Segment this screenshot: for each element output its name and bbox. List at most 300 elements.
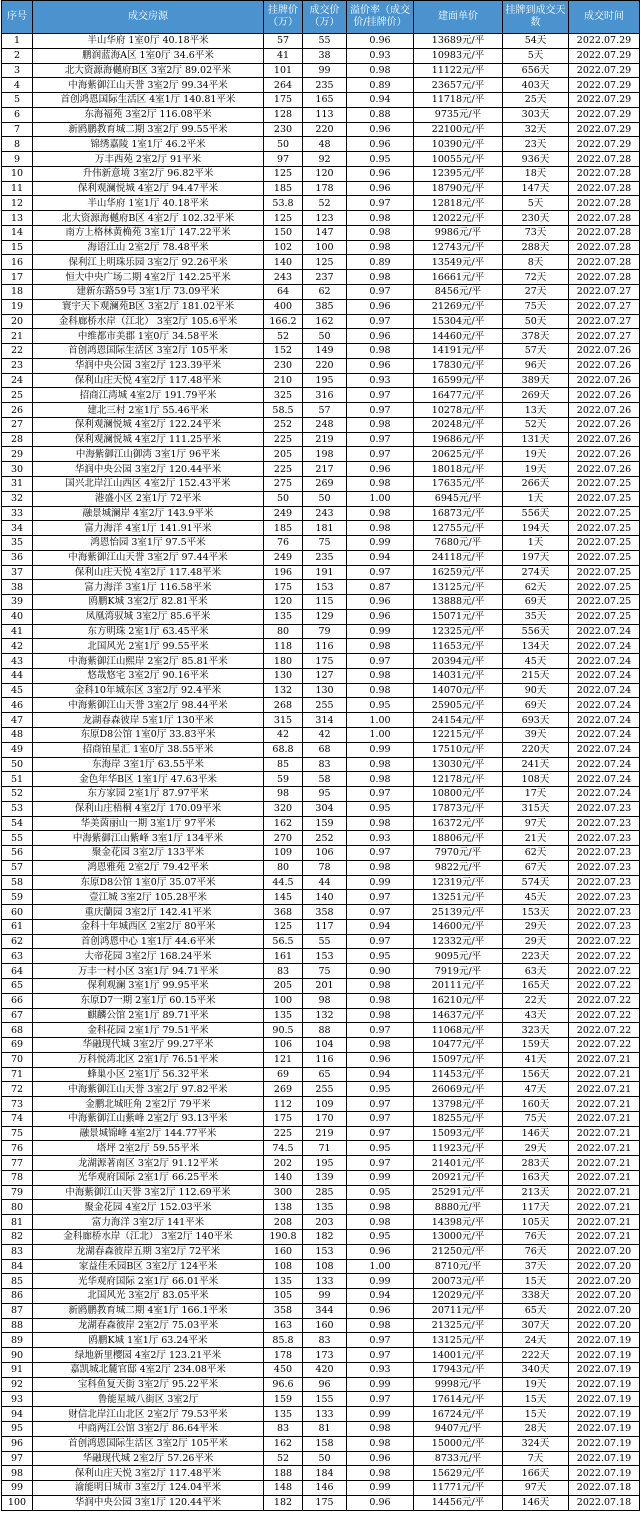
- cell-deal-price: 133: [303, 1274, 347, 1289]
- cell-days: 39天: [503, 727, 569, 742]
- cell-deal-price: 201: [303, 979, 347, 994]
- cell-unit-price: 17510元/平: [414, 742, 503, 757]
- table-row: [2, 654, 640, 669]
- cell-deal-date: 2022.07.24: [569, 683, 640, 698]
- cell-list-price: 182: [264, 1495, 303, 1510]
- table-row: [2, 1023, 640, 1038]
- table-row: [2, 934, 640, 949]
- cell-deal-price: 68: [303, 742, 347, 757]
- cell-deal-price: 116: [303, 639, 347, 654]
- cell-list-price: 125: [264, 211, 303, 226]
- cell-unit-price: 13125元/平: [414, 580, 503, 595]
- cell-deal-date: 2022.07.22: [569, 1023, 640, 1038]
- table-row: [2, 993, 640, 1008]
- cell-deal-date: 2022.07.20: [569, 1274, 640, 1289]
- cell-list-price: 160: [264, 1244, 303, 1259]
- cell-unit-price: 16661元/平: [414, 270, 503, 285]
- cell-list-price: 368: [264, 905, 303, 920]
- cell-deal-price: 159: [303, 816, 347, 831]
- cell-unit-price: 21325元/平: [414, 1318, 503, 1333]
- cell-listing: 塔坪 2室2厅 59.55平米: [33, 1141, 264, 1156]
- cell-deal-date: 2022.07.27: [569, 299, 640, 314]
- cell-days: 389天: [503, 373, 569, 388]
- cell-listing: 聚金花园 4室2厅 152.03平米: [33, 1200, 264, 1215]
- table-row: [2, 432, 640, 447]
- cell-deal-price: 104: [303, 1038, 347, 1053]
- table-row: [2, 373, 640, 388]
- cell-listing: 嘉凯城北麓官邸 4室2厅 234.08平米: [33, 1362, 264, 1377]
- cell-premium-rate: 0.98: [347, 270, 414, 285]
- cell-deal-price: 92: [303, 152, 347, 167]
- cell-unit-price: 13689元/平: [414, 34, 503, 49]
- cell-unit-price: 17614元/平: [414, 1392, 503, 1407]
- cell-listing: 保利江上明珠乐园 3室2厅 92.26平米: [33, 255, 264, 270]
- cell-premium-rate: 0.96: [347, 1244, 414, 1259]
- cell-list-price: 315: [264, 713, 303, 728]
- cell-unit-price: 11653元/平: [414, 639, 503, 654]
- cell-index: 14: [2, 225, 33, 240]
- cell-premium-rate: 0.96: [347, 595, 414, 610]
- table-row: [2, 107, 640, 122]
- cell-deal-price: 71: [303, 1141, 347, 1156]
- cell-days: 19天: [503, 447, 569, 462]
- cell-list-price: 96.6: [264, 1377, 303, 1392]
- table-row: [2, 536, 640, 551]
- cell-listing: 北大资源海樾府B区 4室2厅 102.32平米: [33, 211, 264, 226]
- cell-listing: 寰宇天下观澜苑B区 3室2厅 181.02平米: [33, 299, 264, 314]
- cell-deal-date: 2022.07.21: [569, 1215, 640, 1230]
- cell-premium-rate: 0.98: [347, 417, 414, 432]
- table-row: [2, 285, 640, 300]
- cell-days: 75天: [503, 299, 569, 314]
- cell-unit-price: 16873元/平: [414, 506, 503, 521]
- cell-index: 85: [2, 1274, 33, 1289]
- cell-premium-rate: 0.95: [347, 152, 414, 167]
- cell-deal-date: 2022.07.21: [569, 1082, 640, 1097]
- cell-deal-price: 79: [303, 624, 347, 639]
- cell-index: 6: [2, 107, 33, 122]
- cell-index: 3: [2, 63, 33, 78]
- table-row: [2, 388, 640, 403]
- cell-days: 160天: [503, 1097, 569, 1112]
- cell-deal-price: 55: [303, 934, 347, 949]
- cell-unit-price: 10983元/平: [414, 48, 503, 63]
- cell-index: 89: [2, 1333, 33, 1348]
- cell-list-price: 249: [264, 506, 303, 521]
- cell-days: 67天: [503, 860, 569, 875]
- cell-deal-date: 2022.07.23: [569, 905, 640, 920]
- cell-listing: 金科花园 2室1厅 79.51平米: [33, 1023, 264, 1038]
- cell-index: 65: [2, 979, 33, 994]
- cell-listing: 中海紫御江山天誉 3室2厅 112.69平米: [33, 1185, 264, 1200]
- cell-premium-rate: 0.95: [347, 1230, 414, 1245]
- cell-listing: 龙湖春森彼岸 5室1厅 130平米: [33, 713, 264, 728]
- cell-premium-rate: 0.98: [347, 639, 414, 654]
- cell-deal-date: 2022.07.29: [569, 122, 640, 137]
- cell-days: 19天: [503, 462, 569, 477]
- cell-premium-rate: 0.98: [347, 1200, 414, 1215]
- cell-list-price: 159: [264, 1392, 303, 1407]
- cell-unit-price: 9407元/平: [414, 1421, 503, 1436]
- cell-list-price: 163: [264, 1318, 303, 1333]
- cell-listing: 新鸥鹏教育城二期 3室2厅 99.55平米: [33, 122, 264, 137]
- cell-list-price: 188: [264, 1466, 303, 1481]
- cell-deal-date: 2022.07.23: [569, 919, 640, 934]
- cell-unit-price: 25139元/平: [414, 905, 503, 920]
- cell-premium-rate: 0.96: [347, 181, 414, 196]
- cell-listing: 渝能明日城市 3室2厅 124.04平米: [33, 1481, 264, 1496]
- cell-unit-price: 9735元/平: [414, 107, 503, 122]
- cell-listing: 万丰西苑 2室2厅 91平米: [33, 152, 264, 167]
- cell-index: 32: [2, 491, 33, 506]
- cell-deal-price: 44: [303, 875, 347, 890]
- cell-days: 159天: [503, 1038, 569, 1053]
- cell-unit-price: 12325元/平: [414, 624, 503, 639]
- cell-index: 25: [2, 388, 33, 403]
- cell-unit-price: 21269元/平: [414, 299, 503, 314]
- cell-premium-rate: 0.97: [347, 654, 414, 669]
- cell-list-price: 320: [264, 801, 303, 816]
- cell-deal-date: 2022.07.22: [569, 1038, 640, 1053]
- cell-listing: 龙湖春森彼岸 2室2厅 75.03平米: [33, 1318, 264, 1333]
- cell-premium-rate: 0.96: [347, 166, 414, 181]
- cell-unit-price: 8456元/平: [414, 285, 503, 300]
- cell-index: 13: [2, 211, 33, 226]
- cell-premium-rate: 0.96: [347, 299, 414, 314]
- cell-unit-price: 8880元/平: [414, 1200, 503, 1215]
- cell-list-price: 300: [264, 1185, 303, 1200]
- cell-listing: 壹江城 3室2厅 105.28平米: [33, 890, 264, 905]
- cell-index: 24: [2, 373, 33, 388]
- table-row: [2, 1215, 640, 1230]
- header-listing: 成交房源: [33, 1, 264, 34]
- table-row: [2, 713, 640, 728]
- cell-premium-rate: 0.97: [347, 447, 414, 462]
- cell-unit-price: 26069元/平: [414, 1082, 503, 1097]
- cell-deal-price: 219: [303, 1126, 347, 1141]
- cell-index: 69: [2, 1038, 33, 1053]
- cell-index: 20: [2, 314, 33, 329]
- cell-deal-date: 2022.07.28: [569, 270, 640, 285]
- cell-premium-rate: 0.96: [347, 609, 414, 624]
- cell-list-price: 225: [264, 1126, 303, 1141]
- cell-deal-price: 269: [303, 476, 347, 491]
- cell-deal-date: 2022.07.27: [569, 285, 640, 300]
- cell-index: 38: [2, 580, 33, 595]
- cell-list-price: 52: [264, 329, 303, 344]
- cell-premium-rate: 0.97: [347, 1126, 414, 1141]
- cell-deal-price: 81: [303, 1421, 347, 1436]
- table-row: [2, 787, 640, 802]
- cell-days: 69天: [503, 698, 569, 713]
- cell-listing: 华润中央公园 3室2厅 120.44平米: [33, 462, 264, 477]
- cell-premium-rate: 0.97: [347, 388, 414, 403]
- cell-list-price: 249: [264, 550, 303, 565]
- table-row: [2, 1318, 640, 1333]
- cell-list-price: 325: [264, 388, 303, 403]
- cell-deal-date: 2022.07.24: [569, 787, 640, 802]
- cell-deal-price: 173: [303, 1348, 347, 1363]
- cell-listing: 建北三村 2室1厅 55.46平米: [33, 403, 264, 418]
- cell-days: 15天: [503, 1407, 569, 1422]
- cell-index: 75: [2, 1126, 33, 1141]
- cell-deal-price: 55: [303, 34, 347, 49]
- cell-days: 266天: [503, 476, 569, 491]
- cell-deal-price: 95: [303, 787, 347, 802]
- cell-premium-rate: 0.93: [347, 48, 414, 63]
- cell-index: 31: [2, 476, 33, 491]
- cell-listing: 锦绣嘉陵 1室1厅 46.2平米: [33, 137, 264, 152]
- cell-index: 35: [2, 536, 33, 551]
- cell-deal-price: 132: [303, 1008, 347, 1023]
- table-row: [2, 1067, 640, 1082]
- cell-deal-date: 2022.07.29: [569, 107, 640, 122]
- table-row: [2, 1230, 640, 1245]
- cell-unit-price: 12319元/平: [414, 875, 503, 890]
- cell-deal-price: 140: [303, 890, 347, 905]
- cell-deal-price: 65: [303, 1067, 347, 1082]
- cell-listing: 北国风光 2室1厅 99.55平米: [33, 639, 264, 654]
- cell-listing: 首创鸿恩国际生活区 3室2厅 105平米: [33, 344, 264, 359]
- cell-unit-price: 16724元/平: [414, 1407, 503, 1422]
- cell-listing: 悠哉悠宅 3室2厅 90.16平米: [33, 668, 264, 683]
- cell-deal-date: 2022.07.25: [569, 536, 640, 551]
- cell-unit-price: 14191元/平: [414, 344, 503, 359]
- cell-deal-price: 106: [303, 846, 347, 861]
- cell-deal-date: 2022.07.24: [569, 757, 640, 772]
- cell-deal-price: 195: [303, 1156, 347, 1171]
- table-row: [2, 314, 640, 329]
- table-row: [2, 403, 640, 418]
- cell-deal-date: 2022.07.21: [569, 1230, 640, 1245]
- cell-days: 32天: [503, 122, 569, 137]
- cell-list-price: 83: [264, 964, 303, 979]
- table-row: [2, 860, 640, 875]
- cell-deal-price: 147: [303, 225, 347, 240]
- cell-unit-price: 17873元/平: [414, 801, 503, 816]
- cell-premium-rate: 0.97: [347, 285, 414, 300]
- cell-deal-date: 2022.07.19: [569, 1333, 640, 1348]
- cell-deal-date: 2022.07.29: [569, 63, 640, 78]
- cell-deal-price: 83: [303, 1333, 347, 1348]
- table-row: [2, 255, 640, 270]
- cell-listing: 富力海洋 4室1厅 141.91平米: [33, 521, 264, 536]
- cell-index: 28: [2, 432, 33, 447]
- cell-deal-date: 2022.07.22: [569, 993, 640, 1008]
- cell-premium-rate: 0.98: [347, 521, 414, 536]
- cell-days: 25天: [503, 93, 569, 108]
- cell-deal-date: 2022.07.21: [569, 1200, 640, 1215]
- table-row: [2, 122, 640, 137]
- cell-deal-date: 2022.07.26: [569, 388, 640, 403]
- cell-list-price: 44.5: [264, 875, 303, 890]
- cell-deal-date: 2022.07.19: [569, 1436, 640, 1451]
- cell-premium-rate: 0.97: [347, 565, 414, 580]
- cell-days: 41天: [503, 1052, 569, 1067]
- cell-listing: 金色年华B区 1室1厅 47.63平米: [33, 772, 264, 787]
- cell-unit-price: 12022元/平: [414, 211, 503, 226]
- cell-deal-price: 314: [303, 713, 347, 728]
- cell-unit-price: 16477元/平: [414, 388, 503, 403]
- cell-deal-date: 2022.07.28: [569, 240, 640, 255]
- cell-listing: 新鸥鹏教育城二期 4室1厅 166.1平米: [33, 1303, 264, 1318]
- cell-deal-price: 139: [303, 1170, 347, 1185]
- cell-unit-price: 10055元/平: [414, 152, 503, 167]
- cell-list-price: 98: [264, 787, 303, 802]
- table-row: [2, 609, 640, 624]
- cell-deal-price: 181: [303, 521, 347, 536]
- cell-deal-price: 219: [303, 432, 347, 447]
- cell-listing: 金科10年城东区 3室2厅 92.4平米: [33, 683, 264, 698]
- cell-deal-price: 358: [303, 905, 347, 920]
- table-row: [2, 521, 640, 536]
- cell-unit-price: 11923元/平: [414, 1141, 503, 1156]
- cell-listing: 光华观府国际 2室1厅 66.01平米: [33, 1274, 264, 1289]
- cell-index: 45: [2, 683, 33, 698]
- table-row: [2, 1495, 640, 1510]
- cell-days: 574天: [503, 875, 569, 890]
- cell-deal-date: 2022.07.21: [569, 1156, 640, 1171]
- cell-deal-price: 198: [303, 447, 347, 462]
- cell-deal-price: 178: [303, 181, 347, 196]
- cell-premium-rate: 0.94: [347, 550, 414, 565]
- cell-deal-date: 2022.07.29: [569, 78, 640, 93]
- cell-days: 45天: [503, 890, 569, 905]
- cell-deal-price: 191: [303, 565, 347, 580]
- cell-unit-price: 18255元/平: [414, 1111, 503, 1126]
- cell-listing: 保利观澜悦城 4室2厅 94.47平米: [33, 181, 264, 196]
- cell-index: 55: [2, 831, 33, 846]
- cell-unit-price: 25291元/平: [414, 1185, 503, 1200]
- table-row: [2, 919, 640, 934]
- header-premium-rate: 溢价率（成交价/挂牌价）: [347, 1, 414, 34]
- cell-unit-price: 14460元/平: [414, 329, 503, 344]
- cell-deal-price: 50: [303, 1451, 347, 1466]
- cell-index: 39: [2, 595, 33, 610]
- cell-deal-price: 195: [303, 373, 347, 388]
- cell-listing: 凤凰湾驭城 3室2厅 85.6平米: [33, 609, 264, 624]
- cell-list-price: 196: [264, 565, 303, 580]
- cell-deal-price: 50: [303, 491, 347, 506]
- table-row: [2, 1259, 640, 1274]
- cell-premium-rate: 0.98: [347, 1436, 414, 1451]
- cell-index: 16: [2, 255, 33, 270]
- cell-premium-rate: 0.98: [347, 772, 414, 787]
- cell-index: 90: [2, 1348, 33, 1363]
- cell-unit-price: 10477元/平: [414, 1038, 503, 1053]
- cell-unit-price: 14456元/平: [414, 1495, 503, 1510]
- cell-days: 96天: [503, 358, 569, 373]
- cell-index: 61: [2, 919, 33, 934]
- cell-list-price: 101: [264, 63, 303, 78]
- cell-unit-price: 14398元/平: [414, 1215, 503, 1230]
- cell-unit-price: 10278元/平: [414, 403, 503, 418]
- table-row: [2, 668, 640, 683]
- cell-list-price: 205: [264, 979, 303, 994]
- cell-index: 5: [2, 93, 33, 108]
- table-row: [2, 1348, 640, 1363]
- cell-unit-price: 16599元/平: [414, 373, 503, 388]
- cell-index: 33: [2, 506, 33, 521]
- cell-days: 131天: [503, 432, 569, 447]
- cell-premium-rate: 0.99: [347, 624, 414, 639]
- cell-listing: 聚金花园 3室2厅 133平米: [33, 846, 264, 861]
- cell-list-price: 69: [264, 1067, 303, 1082]
- cell-premium-rate: 0.99: [347, 1407, 414, 1422]
- table-row: [2, 757, 640, 772]
- cell-deal-price: 123: [303, 211, 347, 226]
- cell-deal-date: 2022.07.28: [569, 225, 640, 240]
- table-row: [2, 137, 640, 152]
- cell-deal-date: 2022.07.27: [569, 329, 640, 344]
- cell-unit-price: 22100元/平: [414, 122, 503, 137]
- cell-premium-rate: 0.94: [347, 919, 414, 934]
- cell-premium-rate: 0.98: [347, 211, 414, 226]
- cell-unit-price: 13798元/平: [414, 1097, 503, 1112]
- cell-unit-price: 12332元/平: [414, 934, 503, 949]
- cell-unit-price: 13000元/平: [414, 1230, 503, 1245]
- table-row: [2, 491, 640, 506]
- cell-listing: 华融现代城 3室2厅 99.27平米: [33, 1038, 264, 1053]
- cell-deal-price: 57: [303, 403, 347, 418]
- cell-days: 1天: [503, 536, 569, 551]
- cell-index: 71: [2, 1067, 33, 1082]
- cell-days: 29天: [503, 934, 569, 949]
- cell-list-price: 64: [264, 285, 303, 300]
- cell-premium-rate: 0.98: [347, 816, 414, 831]
- cell-index: 91: [2, 1362, 33, 1377]
- cell-deal-date: 2022.07.20: [569, 1259, 640, 1274]
- cell-listing: 宝科鱼复天街 3室2厅 95.22平米: [33, 1377, 264, 1392]
- cell-premium-rate: 0.93: [347, 1362, 414, 1377]
- cell-list-price: 205: [264, 447, 303, 462]
- cell-listing: 麒麟公馆 2室1厅 89.71平米: [33, 1008, 264, 1023]
- cell-index: 22: [2, 344, 33, 359]
- cell-listing: 金鹏北城旺角 2室2厅 79平米: [33, 1097, 264, 1112]
- cell-deal-price: 135: [303, 1200, 347, 1215]
- cell-deal-date: 2022.07.26: [569, 373, 640, 388]
- cell-days: 21天: [503, 831, 569, 846]
- table-row: [2, 48, 640, 63]
- cell-unit-price: 9986元/平: [414, 225, 503, 240]
- cell-index: 97: [2, 1451, 33, 1466]
- cell-index: 57: [2, 860, 33, 875]
- cell-list-price: 59: [264, 772, 303, 787]
- cell-premium-rate: 0.96: [347, 1495, 414, 1510]
- cell-unit-price: 11771元/平: [414, 1481, 503, 1496]
- cell-index: 96: [2, 1436, 33, 1451]
- cell-deal-date: 2022.07.24: [569, 698, 640, 713]
- cell-premium-rate: 0.99: [347, 875, 414, 890]
- cell-premium-rate: 0.95: [347, 949, 414, 964]
- cell-days: 315天: [503, 801, 569, 816]
- cell-days: 323天: [503, 1023, 569, 1038]
- header-unit-price: 建面单价: [414, 1, 503, 34]
- cell-days: 223天: [503, 949, 569, 964]
- cell-unit-price: 7680元/平: [414, 536, 503, 551]
- cell-premium-rate: 1.00: [347, 1259, 414, 1274]
- cell-days: 403天: [503, 78, 569, 93]
- cell-deal-price: 162: [303, 314, 347, 329]
- cell-deal-price: 182: [303, 1230, 347, 1245]
- table-body: [2, 34, 640, 1511]
- cell-listing: 东原D7一期 2室1厅 60.15平米: [33, 993, 264, 1008]
- cell-listing: 重庆蘭园 3室2厅 142.41平米: [33, 905, 264, 920]
- cell-index: 63: [2, 949, 33, 964]
- cell-deal-price: 120: [303, 166, 347, 181]
- cell-premium-rate: 0.96: [347, 1303, 414, 1318]
- cell-days: 52天: [503, 417, 569, 432]
